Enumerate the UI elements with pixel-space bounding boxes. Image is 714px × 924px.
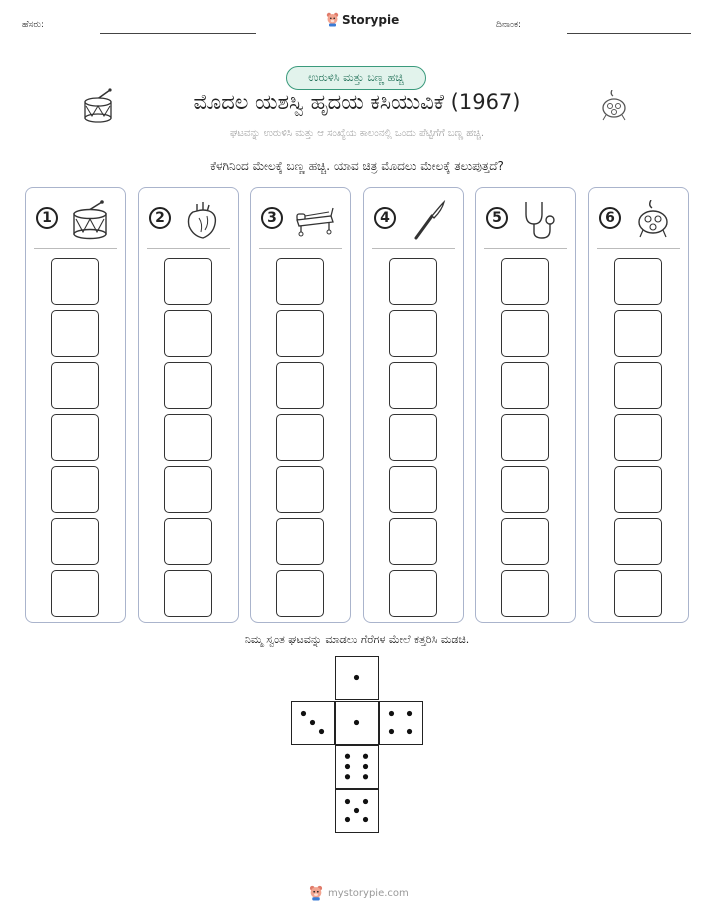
question-text: ಕೆಳಗಿನಿಂದ ಮೇಲಕ್ಕೆ ಬಣ್ಣ ಹಚ್ಚಿ. ಯಾವ ಚಿತ್ರ ಮೊದಲು ಮೇಲಕ್ಕೆ ತಲುಪುತ್ತದೆ? bbox=[210, 159, 504, 173]
color-box[interactable] bbox=[614, 310, 662, 357]
color-box[interactable] bbox=[501, 518, 549, 565]
color-box[interactable] bbox=[389, 258, 437, 305]
color-box[interactable] bbox=[276, 518, 324, 565]
color-box[interactable] bbox=[389, 362, 437, 409]
die-instruction: ನಿಮ್ಮ ಸ್ವಂತ ಘಟವನ್ನು ಮಾಡಲು ಗೆರೆಗಳ ಮೇಲೆ ಕತ್ತರಿಸಿ ಮಡಚಿ. bbox=[244, 633, 470, 646]
color-box[interactable] bbox=[276, 258, 324, 305]
column-number: 4 bbox=[374, 207, 396, 229]
die-pip bbox=[407, 711, 412, 716]
surgical-lamp-icon bbox=[600, 90, 628, 122]
column-number: 5 bbox=[486, 207, 508, 229]
color-box[interactable] bbox=[276, 466, 324, 513]
die-pip bbox=[354, 808, 359, 813]
column-divider bbox=[484, 248, 567, 249]
color-box[interactable] bbox=[614, 414, 662, 461]
die-pip bbox=[310, 720, 315, 725]
column-number: 2 bbox=[149, 207, 171, 229]
color-box[interactable] bbox=[51, 466, 99, 513]
color-box[interactable] bbox=[51, 258, 99, 305]
stethoscope-icon bbox=[518, 200, 562, 240]
color-box[interactable] bbox=[164, 310, 212, 357]
bear-icon bbox=[326, 12, 339, 27]
die-face[interactable] bbox=[379, 701, 423, 745]
column-6 bbox=[588, 187, 689, 623]
color-box[interactable] bbox=[51, 414, 99, 461]
column-1 bbox=[25, 187, 126, 623]
color-box[interactable] bbox=[164, 518, 212, 565]
column-4 bbox=[363, 187, 464, 623]
color-box[interactable] bbox=[389, 518, 437, 565]
die-pip bbox=[301, 711, 306, 716]
column-divider bbox=[34, 248, 117, 249]
color-box[interactable] bbox=[501, 362, 549, 409]
color-box[interactable] bbox=[51, 518, 99, 565]
scalpel-icon bbox=[406, 200, 450, 240]
column-divider bbox=[597, 248, 680, 249]
color-box[interactable] bbox=[51, 362, 99, 409]
color-box[interactable] bbox=[276, 362, 324, 409]
die-pip bbox=[389, 711, 394, 716]
bear-icon bbox=[308, 885, 324, 901]
die-pip bbox=[389, 729, 394, 734]
heart-icon bbox=[181, 200, 225, 240]
color-box[interactable] bbox=[276, 310, 324, 357]
die-pips bbox=[292, 702, 333, 743]
footer bbox=[308, 885, 409, 901]
die-pip bbox=[363, 799, 368, 804]
hospital-bed-icon bbox=[293, 200, 337, 240]
column-number: 3 bbox=[261, 207, 283, 229]
die-pip bbox=[363, 754, 368, 759]
column-divider bbox=[372, 248, 455, 249]
color-box[interactable] bbox=[164, 258, 212, 305]
color-box[interactable] bbox=[389, 466, 437, 513]
die-pip bbox=[345, 799, 350, 804]
name-line[interactable] bbox=[100, 33, 256, 34]
color-box[interactable] bbox=[276, 570, 324, 617]
color-box[interactable] bbox=[614, 362, 662, 409]
column-5 bbox=[475, 187, 576, 623]
die-pip bbox=[354, 675, 359, 680]
activity-badge: ಉರುಳಿಸಿ ಮತ್ತು ಬಣ್ಣ ಹಚ್ಚಿ bbox=[286, 66, 426, 90]
color-box[interactable] bbox=[164, 362, 212, 409]
die-pip bbox=[345, 817, 350, 822]
storypie-logo bbox=[326, 12, 399, 27]
page-title: ಮೊದಲ ಯಶಸ್ವಿ ಹೃದಯ ಕಸಿಯುವಿಕೆ (1967) bbox=[193, 90, 521, 114]
column-2 bbox=[138, 187, 239, 623]
color-box[interactable] bbox=[501, 258, 549, 305]
column-3 bbox=[250, 187, 351, 623]
column-number: 6 bbox=[599, 207, 621, 229]
die-face[interactable] bbox=[335, 789, 379, 833]
color-box[interactable] bbox=[389, 310, 437, 357]
die-pip bbox=[345, 774, 350, 779]
die-pip bbox=[345, 764, 350, 769]
die-face[interactable] bbox=[335, 701, 379, 745]
color-box[interactable] bbox=[501, 570, 549, 617]
color-box[interactable] bbox=[501, 310, 549, 357]
surgical-lamp-icon bbox=[631, 200, 675, 240]
color-box[interactable] bbox=[51, 310, 99, 357]
color-box[interactable] bbox=[389, 414, 437, 461]
brand-name: Storypie bbox=[342, 12, 400, 27]
column-divider bbox=[147, 248, 230, 249]
die-pip bbox=[363, 817, 368, 822]
color-box[interactable] bbox=[164, 466, 212, 513]
color-box[interactable] bbox=[164, 570, 212, 617]
footer-url: mystorypie.com bbox=[328, 887, 409, 899]
die-pip bbox=[363, 774, 368, 779]
color-box[interactable] bbox=[389, 570, 437, 617]
color-box[interactable] bbox=[614, 466, 662, 513]
die-pip bbox=[319, 729, 324, 734]
die-pip bbox=[407, 729, 412, 734]
color-box[interactable] bbox=[614, 518, 662, 565]
drum-icon bbox=[68, 200, 112, 240]
die-pips bbox=[336, 790, 377, 831]
die-face[interactable] bbox=[291, 701, 335, 745]
die-pips bbox=[336, 746, 377, 787]
page-subtitle: ಘಟವನ್ನು ಉರುಳಿಸಿ ಮತ್ತು ಆ ಸಂಖ್ಯೆಯ ಕಾಲಂನಲ್ಲಿ ಒಂದು ಪೆಟ್ಟಿಗೆಗೆ ಬಣ್ಣ ಹಚ್ಚಿ. bbox=[229, 128, 485, 139]
name-label: ಹೆಸರು: bbox=[22, 20, 45, 30]
color-box[interactable] bbox=[276, 414, 324, 461]
die-pips bbox=[336, 702, 377, 743]
color-box[interactable] bbox=[164, 414, 212, 461]
column-divider bbox=[259, 248, 342, 249]
die-pip bbox=[354, 720, 359, 725]
column-number: 1 bbox=[36, 207, 58, 229]
date-line[interactable] bbox=[567, 33, 691, 34]
die-pips bbox=[336, 657, 377, 698]
color-box[interactable] bbox=[501, 466, 549, 513]
date-label: ದಿನಾಂಕ: bbox=[496, 20, 522, 30]
die-pip bbox=[363, 764, 368, 769]
die-pip bbox=[345, 754, 350, 759]
die-pips bbox=[380, 702, 421, 743]
color-box[interactable] bbox=[614, 570, 662, 617]
color-box[interactable] bbox=[614, 258, 662, 305]
color-box[interactable] bbox=[51, 570, 99, 617]
die-face[interactable] bbox=[335, 745, 379, 789]
die-face[interactable] bbox=[335, 656, 379, 700]
color-box[interactable] bbox=[501, 414, 549, 461]
